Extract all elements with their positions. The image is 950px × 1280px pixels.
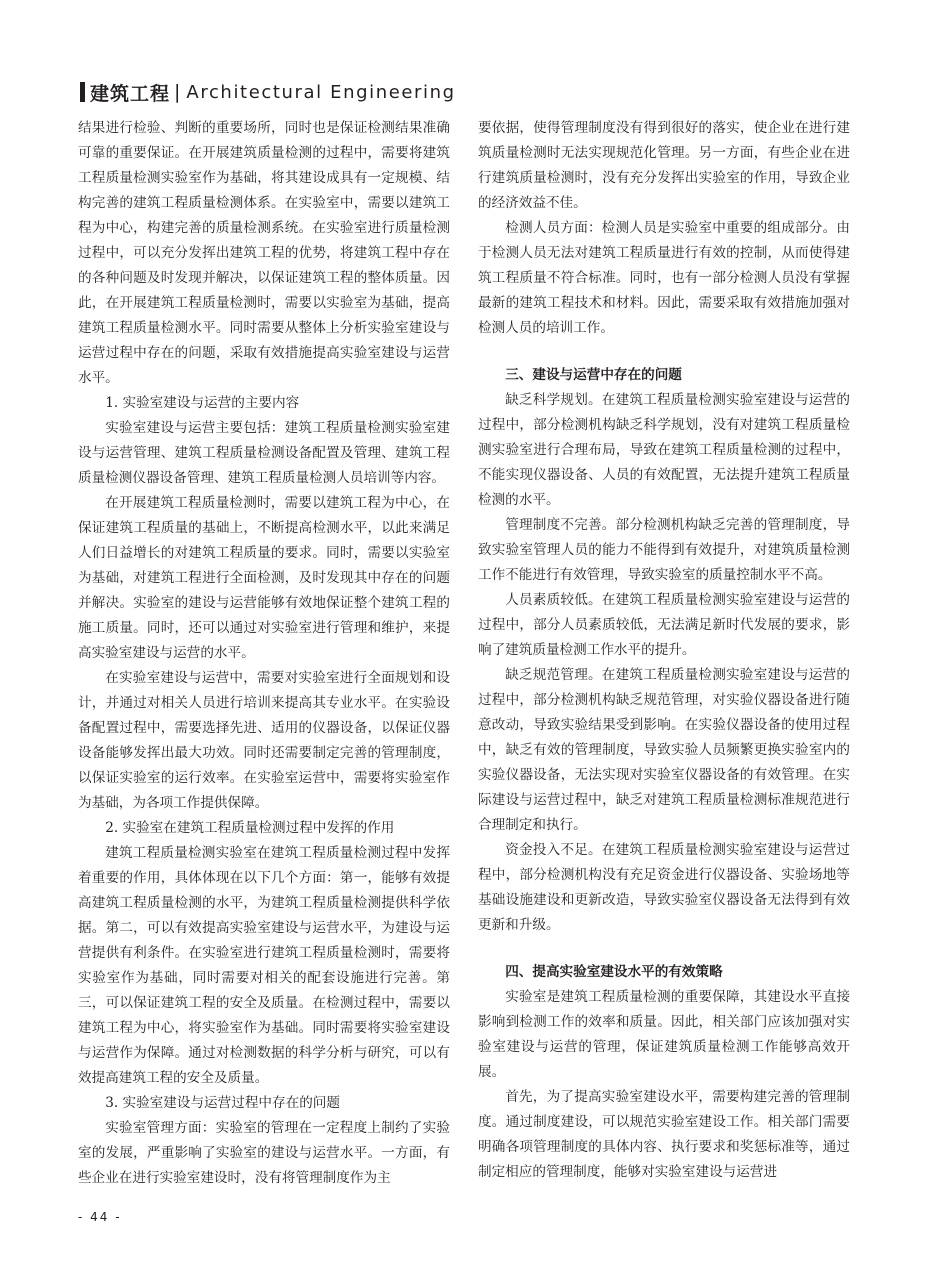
header-title-en: Architectural Engineering — [186, 81, 456, 103]
section-heading: 四、提高实验室建设水平的有效策略 — [505, 964, 723, 980]
paragraph: 资金投入不足。在建筑工程质量检测实验室建设与运营过程中，部分检测机构没有充足资金进行仪器设备、实验场地等基础设施建设和更新改造，导致实验室仪器设备无法得到有效更新和升级。 — [478, 842, 850, 933]
paragraph: 实验室管理方面：实验室的管理在一定程度上制约了实验室的发展，严重影响了实验室的建设与运营水平。一方面，有些企业在进行实验室建设时，没有将管理制度作为主 — [78, 1120, 450, 1186]
paragraph: 要依据，使得管理制度没有得到很好的落实，使企业在进行建筑质量检测时无法实现规范化管理。另一方面，有些企业在进行建筑质量检测时，没有充分发挥出实验室的作用，导致企业的经济效益不佳。 — [478, 120, 850, 211]
left-column — [78, 116, 450, 1191]
paragraph: 检测人员方面：检测人员是实验室中重要的组成部分。由于检测人员无法对建筑工程质量进行有效的控制，从而使得建筑工程质量不符合标准。同时，也有一部分检测人员没有掌握最新的建筑工程技术和材料。因此，需要采取有效措施加强对检测人员的培训工作。 — [478, 220, 850, 336]
subsection-heading: 3. 实验室建设与运营过程中存在的问题 — [105, 1095, 340, 1111]
header-title-cn: 建筑工程 — [90, 82, 171, 105]
header-bar-mark — [80, 82, 85, 102]
paragraph: 缺乏科学规划。在建筑工程质量检测实验室建设与运营的过程中，部分检测机构缺乏科学规划，没有对建筑工程质量检测实验室进行合理布局，导致在建筑工程质量检测的过程中，不能实现仪器设备、人员的有效配置，无法提升建筑工程质量检测的水平。 — [478, 392, 850, 508]
page-number: - 44 - — [78, 1210, 122, 1224]
paragraph: 结果进行检验、判断的重要场所，同时也是保证检测结果准确可靠的重要保证。在开展建筑质量检测的过程中，需要将建筑工程质量检测实验室作为基础，将其建设成具有一定规模、结构完善的建筑工程质量检测体系。在实验室中，需要以建筑工程为中心，构建完善的质量检测系统。在实验室进行质量检测过程中，可以充分发挥出建筑工程的优势，将建筑工程中存在的各种问题及时发现并解决，以保证建筑工程的整体质量。因此，在开展建筑工程质量检测时，需要以实验室为基础，提高建筑工程质量检测水平。同时需要从整体上分析实验室建设与运营过程中存在的问题，采取有效措施提高实验室建设与运营水平。 — [78, 120, 450, 386]
paragraph: 建筑工程质量检测实验室在建筑工程质量检测过程中发挥着重要的作用，具体体现在以下几个方面：第一，能够有效提高建筑工程质量检测的水平，为建筑工程质量检测提供科学依据。第二，可以有效提高实验室建设与运营水平，为建设与运营提供有利条件。在实验室进行建筑工程质量检测时，需要将实验室作为基础，同时需要对相关的配套设施进行完善。第三，可以保证建筑工程的安全及质量。在检测过程中，需要以建筑工程为中心，将实验室作为基础。同时需要将实验室建设与运营作为保障。通过对检测数据的科学分析与研究，可以有效提高建筑工程的安全及质量。 — [78, 845, 450, 1086]
paragraph: 实验室建设与运营主要包括：建筑工程质量检测实验室建设与运营管理、建筑工程质量检测设备配置及管理、建筑工程质量检测仪器设备管理、建筑工程质量检测人员培训等内容。 — [78, 420, 450, 486]
paragraph: 在开展建筑工程质量检测时，需要以建筑工程为中心，在保证建筑工程质量的基础上，不断提高检测水平，以此来满足人们日益增长的对建筑工程质量的要求。同时，需要以实验室为基础，对建筑工程进行全面检测，及时发现其中存在的问题并解决。实验室的建设与运营能够有效地保证整个建筑工程的施工质量。同时，还可以通过对实验室进行管理和维护，来提高实验室建设与运营的水平。 — [78, 495, 450, 661]
subsection-heading: 1. 实验室建设与运营的主要内容 — [105, 395, 300, 411]
section-spacer — [478, 341, 850, 363]
paragraph: 首先，为了提高实验室建设水平，需要构建完善的管理制度。通过制度建设，可以规范实验室建设工作。相关部门需要明确各项管理制度的具体内容、执行要求和奖惩标准等，通过制定相应的管理制度，能够对实验室建设与运营进 — [478, 1089, 850, 1180]
subsection-heading: 2. 实验室在建筑工程质量检测过程中发挥的作用 — [105, 820, 395, 836]
section-heading: 三、建设与运营中存在的问题 — [505, 367, 682, 383]
paragraph: 缺乏规范管理。在建筑工程质量检测实验室建设与运营的过程中，部分检测机构缺乏规范管理，对实验仪器设备进行随意改动，导致实验结果受到影响。在实验仪器设备的使用过程中，缺乏有效的管理制度，导致实验人员频繁更换实验室内的实验仪器设备，无法实现对实验室仪器设备的有效管理。在实际建设与运营过程中，缺乏对建筑工程质量检测标准规范进行合理制定和执行。 — [478, 667, 850, 833]
paragraph: 在实验室建设与运营中，需要对实验室进行全面规划和设计，并通过对相关人员进行培训来提高其专业水平。在实验设备配置过程中，需要选择先进、适用的仪器设备，以保证仪器设备能够发挥出最大功效。同时还需要制定完善的管理制度，以保证实验室的运行效率。在实验室运营中，需要将实验室作为基础，为各项工作提供保障。 — [78, 670, 450, 811]
paragraph: 实验室是建筑工程质量检测的重要保障，其建设水平直接影响到检测工作的效率和质量。因此，相关部门应该加强对实验室建设与运营的管理，保证建筑质量检测工作能够高效开展。 — [478, 989, 850, 1080]
paragraph: 管理制度不完善。部分检测机构缺乏完善的管理制度，导致实验室管理人员的能力不能得到有效提升，对建筑质量检测工作不能进行有效管理，导致实验室的质量控制水平不高。 — [478, 517, 850, 583]
section-spacer — [478, 938, 850, 960]
right-column — [478, 116, 850, 1185]
running-header — [80, 78, 456, 106]
paragraph: 人员素质较低。在建筑工程质量检测实验室建设与运营的过程中，部分人员素质较低，无法满足新时代发展的要求，影响了建筑质量检测工作水平的提升。 — [478, 592, 850, 658]
header-separator: | — [174, 81, 181, 103]
